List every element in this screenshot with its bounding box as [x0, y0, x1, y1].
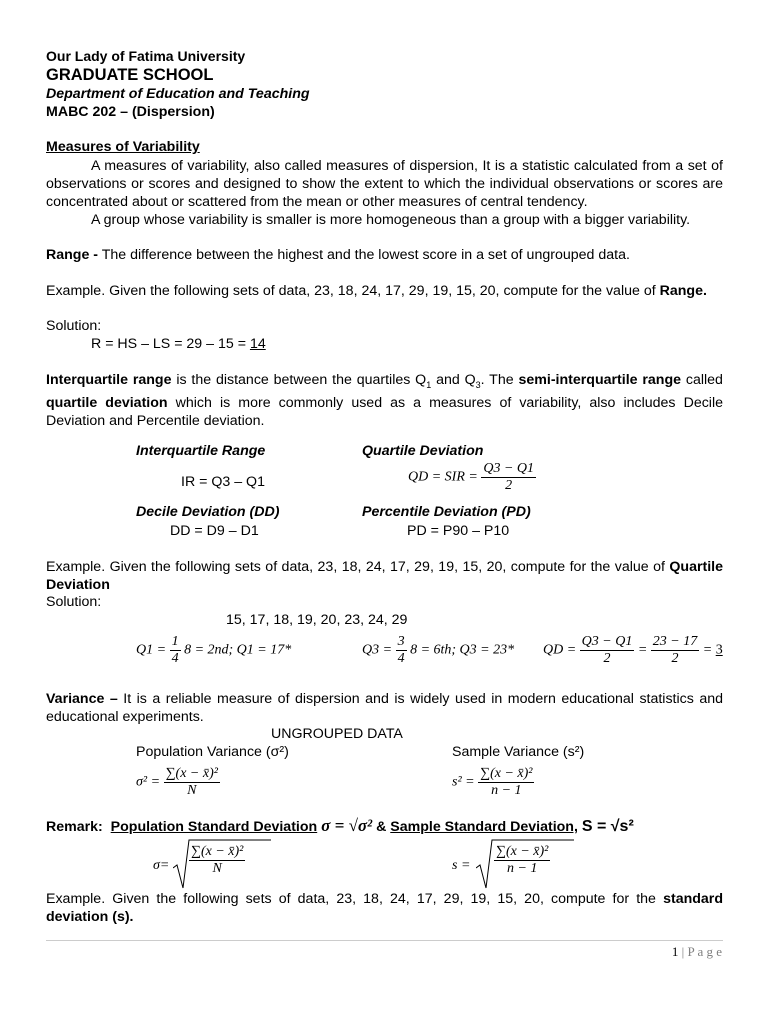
qd-example [46, 558, 723, 594]
range-example-text: Example. Given the following sets of data, 23, 18, 24, 17, 29, 19, 15, 20, compute for the value of [46, 283, 656, 299]
qd-formula-left: QD = SIR = [408, 469, 478, 485]
s-left: s = [452, 858, 471, 873]
remark-amp: & [376, 819, 387, 835]
qd-computation [543, 634, 723, 667]
variance-definition [46, 690, 723, 726]
iq-text-2: and Q [436, 372, 476, 388]
page-separator: | [678, 944, 688, 959]
semi-interquartile-term: semi-interquartile range [518, 372, 682, 388]
sigma-fraction [189, 844, 245, 877]
ungrouped-label: UNGROUPED DATA [271, 726, 403, 742]
s-den: n − 1 [506, 861, 538, 876]
qd-comp-eq-2: = [702, 642, 713, 658]
q3-computation [362, 634, 514, 667]
dd-title: Decile Deviation (DD) [136, 504, 280, 520]
q3-num: 3 [397, 634, 405, 649]
ir-title: Interquartile Range [136, 443, 266, 459]
footer-divider [46, 940, 723, 941]
variability-heading: Measures of Variability [46, 139, 200, 155]
qd-comp-num-1: Q3 − Q1 [581, 634, 633, 649]
sample-var-left: s² = [452, 774, 475, 790]
qd-denominator: 2 [505, 478, 513, 493]
qd-example-text: Example. Given the following sets of data, 23, 18, 24, 17, 29, 19, 15, 20, compute for the value of [46, 559, 665, 575]
q1-den: 4 [171, 651, 179, 666]
course-code: MABC 202 – (Dispersion) [46, 104, 215, 120]
sd-example-text: Example. Given the following sets of data, 23, 18, 24, 17, 29, 19, 15, 20, compute for the [46, 891, 656, 907]
university-name: Our Lady of Fatima University [46, 48, 246, 64]
range-example-target: Range. [659, 283, 707, 299]
s-fraction [494, 844, 550, 877]
range-formula [91, 336, 266, 352]
dd-formula: DD = D9 – D1 [170, 523, 259, 539]
quartile-deviation-term: quartile deviation [46, 394, 168, 411]
interquartile-paragraph [46, 371, 723, 430]
pd-formula: PD = P90 – P10 [407, 523, 510, 539]
iq-text-1: is the distance between the quartiles Q [176, 372, 427, 388]
range-term: Range - [46, 247, 99, 263]
q3-right: 8 = 6th; Q3 = 23* [410, 642, 515, 658]
qd-comp-fraction-1 [580, 634, 635, 667]
qd-comp-eq-1: = [637, 642, 648, 658]
population-variance-label: Population Variance (σ²) [136, 744, 289, 760]
q3-fraction [396, 634, 407, 667]
range-formula-text: R = HS – LS = 29 – 15 = [91, 336, 250, 352]
sd-example-target: standard deviation (s). [46, 891, 723, 925]
pop-var-left: σ² = [136, 774, 161, 790]
sample-var-num: ∑(x − x̄)² [480, 766, 533, 781]
range-solution-label: Solution: [46, 318, 102, 334]
variability-paragraph: A measures of variability, also called measures of dispersion, It is a statistic calculated from a set of observations or scores and designed to show the extent to which the individual observations or scores are concentrated about or scattered from the mean or other measures of central tendency. [46, 158, 723, 210]
qd-comp-den-1: 2 [603, 651, 611, 666]
ir-formula: IR = Q3 – Q1 [181, 474, 265, 490]
pd-title: Percentile Deviation (PD) [362, 504, 531, 520]
pop-var-fraction [164, 766, 220, 799]
q1-computation [136, 634, 291, 667]
sample-variance-label: Sample Variance (s²) [452, 744, 585, 760]
q1-fraction [170, 634, 181, 667]
range-definition [46, 246, 723, 264]
range-answer: 14 [249, 336, 266, 352]
sample-variance-formula [452, 766, 534, 799]
qd-numerator: Q3 − Q1 [483, 461, 535, 476]
s-num: ∑(x − x̄)² [496, 844, 549, 859]
qd-solution-label: Solution: [46, 594, 102, 610]
q1-num: 1 [171, 634, 179, 649]
pop-sd-label: Population Standard Deviation [110, 819, 318, 835]
remark-line [46, 816, 634, 836]
interquartile-term: Interquartile range [46, 372, 172, 388]
range-example [46, 282, 723, 300]
page-footer [672, 944, 722, 960]
variance-term: Variance – [46, 691, 118, 707]
population-variance-formula [136, 766, 220, 799]
sorted-data: 15, 17, 18, 19, 20, 23, 24, 29 [226, 612, 408, 628]
iq-sub-3: 3 [475, 379, 481, 390]
variance-def-text: It is a reliable measure of dispersion and is widely used in modern educational statistics and educational experiments. [46, 691, 724, 725]
iq-sub-1: 1 [426, 379, 432, 390]
sample-sd-formula: S = √s² [581, 818, 634, 835]
q1-left: Q1 = [136, 642, 167, 658]
qd-formula [408, 461, 536, 494]
sample-sd-label: Sample Standard Deviation, [390, 819, 578, 835]
range-def-text: The difference between the highest and the lowest score in a set of ungrouped data. [101, 247, 630, 263]
homogeneous-paragraph: A group whose variability is smaller is more homogeneous than a group with a bigger variability. [91, 212, 691, 228]
qd-answer: 3 [715, 642, 723, 658]
qd-comp-num-2: 23 − 17 [652, 634, 698, 649]
pop-var-num: ∑(x − x̄)² [165, 766, 218, 781]
sigma-left: σ= [153, 858, 170, 873]
pop-var-den: N [187, 783, 197, 798]
iq-text-3: . The [480, 372, 514, 388]
school-title: GRADUATE SCHOOL [46, 66, 214, 84]
department-name: Department of Education and Teaching [46, 86, 310, 102]
q1-right: 8 = 2nd; Q1 = 17* [184, 642, 292, 658]
qd-comp-left: QD = [543, 642, 577, 658]
iq-text-4: called [685, 372, 723, 388]
q3-den: 4 [397, 651, 405, 666]
sigma-den: N [212, 861, 222, 876]
page-word: P a g e [687, 944, 722, 959]
qd-fraction [481, 461, 536, 494]
iq-text-5: which is more commonly used as a measures of variability, also includes Decile Deviation and Percentile deviation. [46, 394, 723, 429]
remark-label: Remark: [46, 819, 103, 835]
qd-comp-den-2: 2 [671, 651, 679, 666]
sigma-num: ∑(x − x̄)² [191, 844, 244, 859]
q3-left: Q3 = [362, 642, 393, 658]
sd-example [46, 890, 723, 926]
sample-var-den: n − 1 [491, 783, 522, 798]
pop-sd-formula: σ = √σ² [321, 816, 373, 835]
sample-var-fraction [478, 766, 534, 799]
page-number: 1 [671, 944, 679, 959]
qd-comp-fraction-2 [651, 634, 699, 667]
qd-title: Quartile Deviation [362, 443, 484, 459]
qd-example-target: Quartile Deviation [46, 559, 723, 593]
